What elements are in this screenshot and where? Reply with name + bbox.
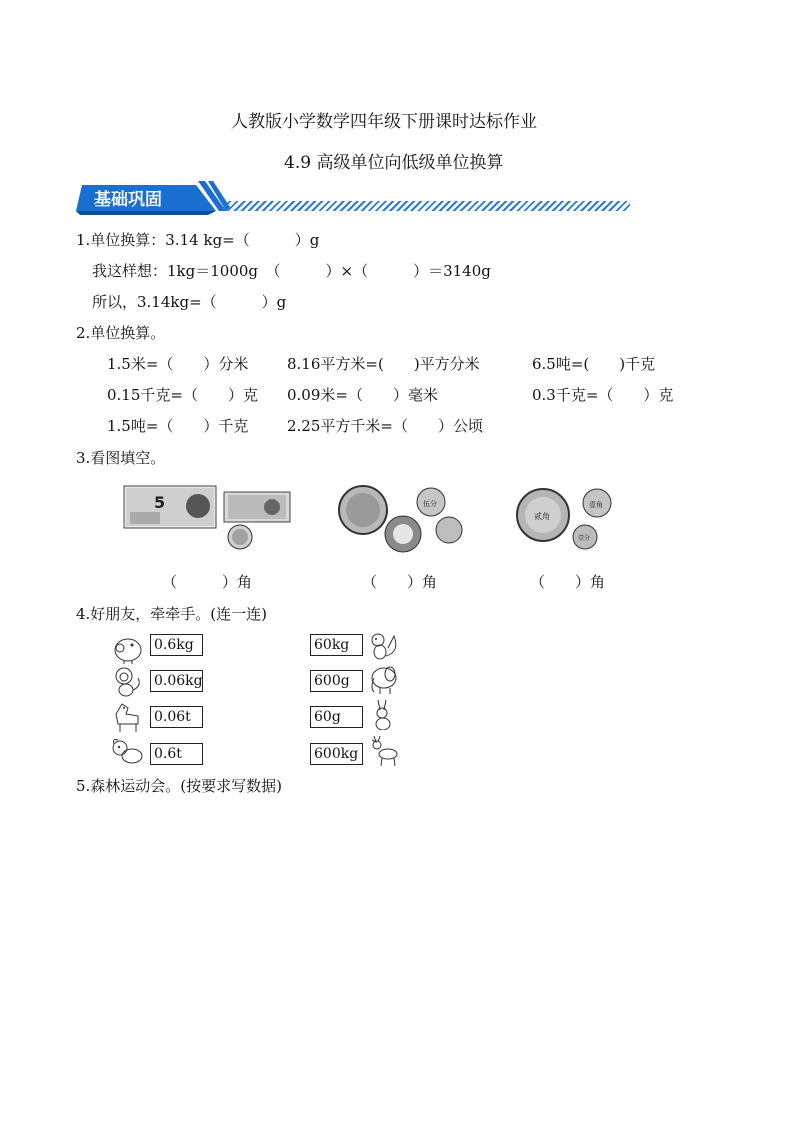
q2-item: 0.09米=（ ）毫米 xyxy=(287,386,438,404)
svg-text:贰角: 贰角 xyxy=(534,512,550,521)
left-weight-box[interactable]: 0.06kg xyxy=(150,670,203,692)
svg-text:壹分: 壹分 xyxy=(578,535,591,542)
q1-line2: 我这样想：1kg＝1000g （ ）×（ ）＝3140g xyxy=(92,262,491,280)
q2-item: 2.25平方千米=（ ）公顷 xyxy=(287,417,483,435)
coins-picture-1 xyxy=(335,482,475,554)
q1-line3: 所以，3.14kg=（ ）g xyxy=(92,293,287,311)
section-banner-label: 基础巩固 xyxy=(94,190,162,210)
deer-icon xyxy=(366,734,400,766)
q2-heading: 2.单位换算。 xyxy=(76,324,166,342)
right-weight-box[interactable]: 600g xyxy=(310,670,363,692)
q4-heading: 4.好朋友，牵牵手。(连一连) xyxy=(76,605,268,623)
q3-heading: 3.看图填空。 xyxy=(76,449,166,467)
banknote-value: 5 xyxy=(154,493,166,512)
right-weight-box[interactable]: 60g xyxy=(310,706,363,728)
svg-text:壹角: 壹角 xyxy=(589,501,603,509)
q3-answer: （ ）角 xyxy=(162,573,253,591)
q3-answer: （ ）角 xyxy=(530,573,606,591)
q2-item: 1.5米=（ ）分米 xyxy=(107,355,249,373)
banknote-picture xyxy=(90,482,300,554)
q2-item: 8.16平方米=( )平方分米 xyxy=(287,355,480,373)
pig-icon xyxy=(110,632,144,664)
dog-icon xyxy=(110,736,144,768)
q1-line1: 1.单位换算：3.14 kg=（ ）g xyxy=(76,231,320,249)
rabbit-icon xyxy=(366,698,400,730)
left-weight-box[interactable]: 0.6kg xyxy=(150,634,203,656)
horse-icon xyxy=(110,700,144,732)
section-banner xyxy=(76,181,216,215)
page-subtitle: 4.9 高级单位向低级单位换算 xyxy=(284,153,504,173)
monkey-icon xyxy=(110,666,144,698)
q2-item: 0.3千克=（ ）克 xyxy=(532,386,674,404)
q3-answer: （ ）角 xyxy=(362,573,438,591)
left-weight-box[interactable]: 0.6t xyxy=(150,743,203,765)
right-weight-box[interactable]: 60kg xyxy=(310,634,363,656)
squirrel-icon xyxy=(366,630,400,662)
q2-item: 6.5吨=( )千克 xyxy=(532,355,656,373)
q5-heading: 5.森林运动会。(按要求写数据) xyxy=(76,777,283,795)
elephant-icon xyxy=(366,662,400,694)
banner-hatch-line xyxy=(222,201,630,211)
q2-item: 0.15千克=（ ）克 xyxy=(107,386,258,404)
right-weight-box[interactable]: 600kg xyxy=(310,743,363,765)
svg-text:伍分: 伍分 xyxy=(423,500,437,508)
page-title: 人教版小学数学四年级下册课时达标作业 xyxy=(231,112,537,132)
left-weight-box[interactable]: 0.06t xyxy=(150,706,203,728)
q2-item: 1.5吨=（ ）千克 xyxy=(107,417,249,435)
coins-picture-2 xyxy=(515,485,625,551)
